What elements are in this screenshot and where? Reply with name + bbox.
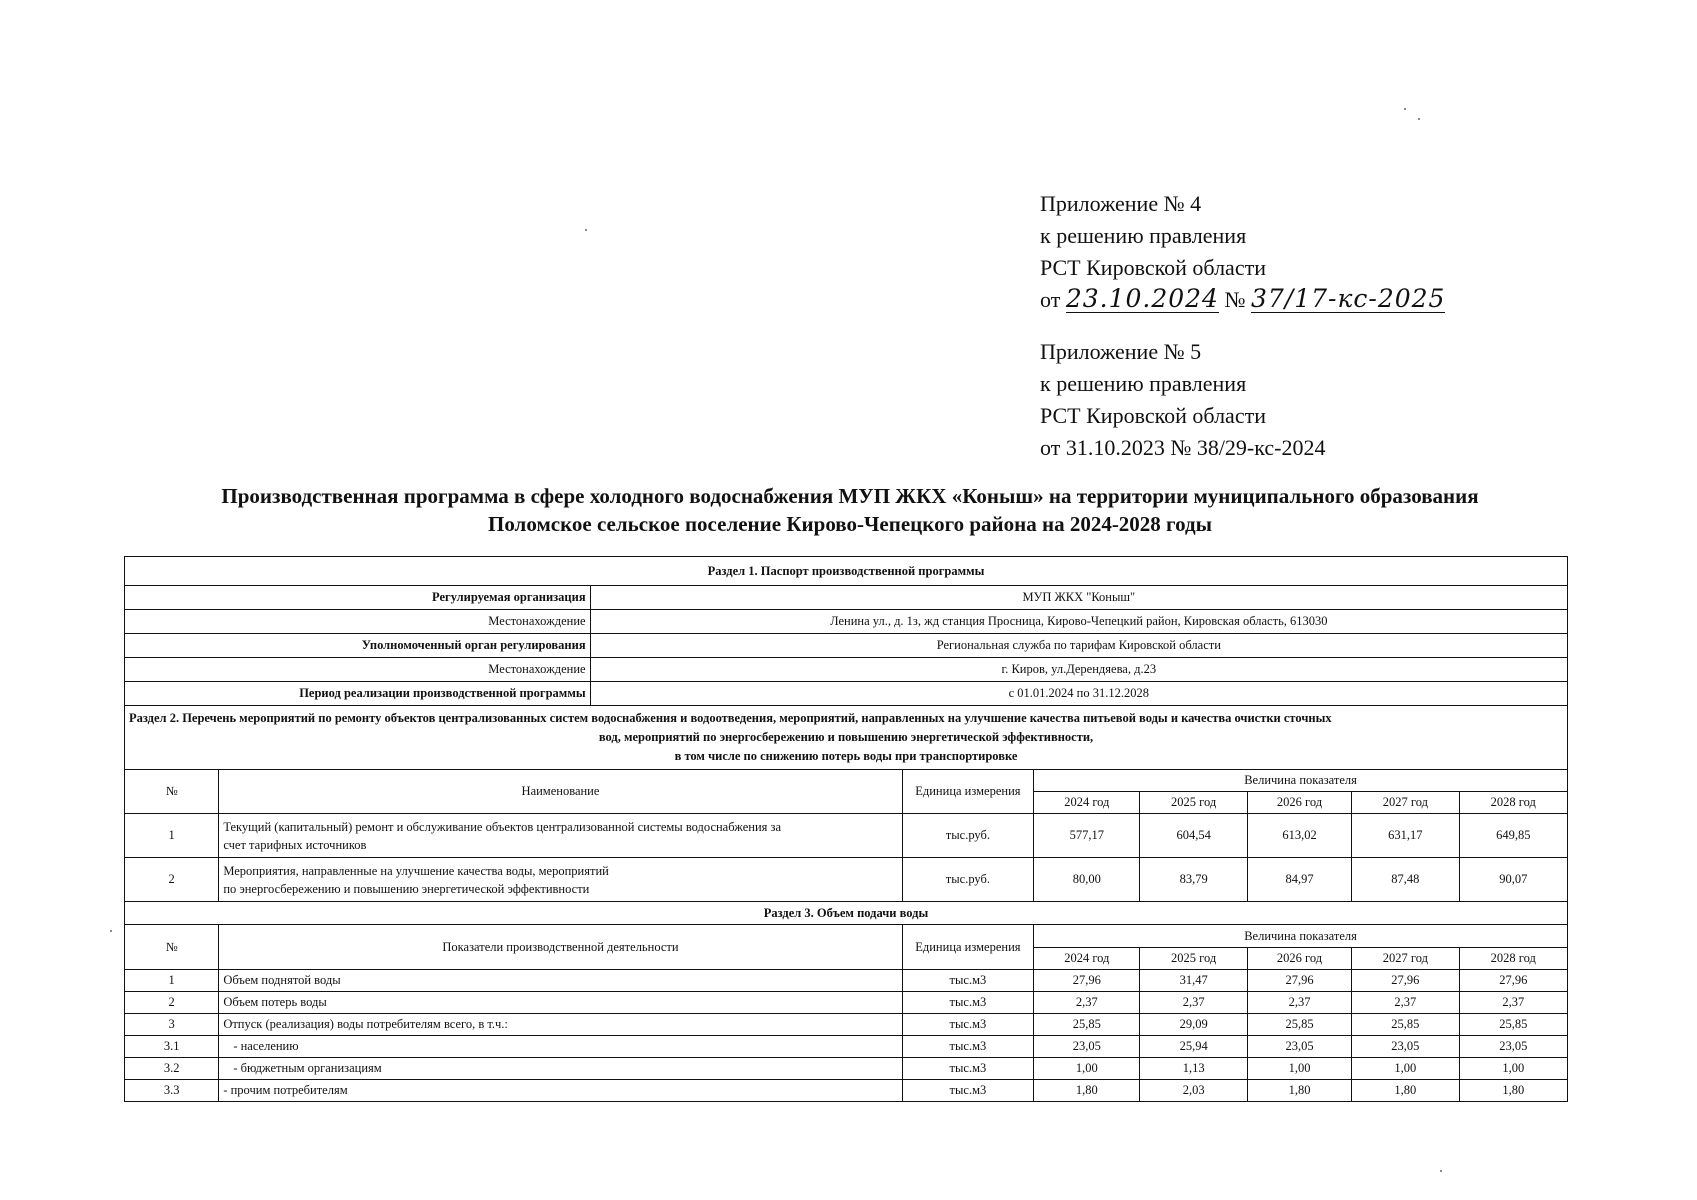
row-name: - населению: [219, 1036, 902, 1058]
passport-value: Региональная служба по тарифам Кировской области: [590, 634, 1567, 658]
title-line1: Производственная программа в сфере холодного водоснабжения МУП ЖКХ «Коныш» на территории муниципального образования: [221, 484, 1479, 508]
row-value: 2,37: [1140, 992, 1247, 1014]
table-row: [125, 1036, 1568, 1058]
col-unit-header: Единица измерения: [902, 925, 1033, 970]
passport-row: [125, 634, 1568, 658]
row-value: 1,80: [1459, 1080, 1567, 1102]
row-value: 1,00: [1352, 1058, 1459, 1080]
col-name-header: Показатели производственной деятельности: [219, 925, 902, 970]
scan-speck: [1418, 118, 1420, 120]
row-value: 1,13: [1140, 1058, 1247, 1080]
row-num: 3.3: [125, 1080, 219, 1102]
row-value: 631,17: [1352, 814, 1459, 858]
passport-label: Регулируемая организация: [125, 586, 591, 610]
section2-heading: [125, 706, 1568, 770]
row-value: 577,17: [1034, 814, 1140, 858]
table-row: [125, 814, 1568, 858]
scan-speck: [110, 930, 112, 932]
table-row: [125, 992, 1568, 1014]
row-value: 25,85: [1247, 1014, 1351, 1036]
row-num: 2: [125, 858, 219, 902]
row-value: 23,05: [1352, 1036, 1459, 1058]
row-value: 25,85: [1352, 1014, 1459, 1036]
appendix-header: [1040, 188, 1560, 464]
row-value: 1,00: [1034, 1058, 1140, 1080]
row-unit: тыс.м3: [902, 992, 1033, 1014]
row-value: 2,37: [1459, 992, 1567, 1014]
row-name-line1: Текущий (капитальный) ремонт и обслуживание объектов централизованной системы водоснабжения за: [223, 819, 782, 834]
row-unit: тыс.м3: [902, 1080, 1033, 1102]
row-num: 3.1: [125, 1036, 219, 1058]
appendix5-title: Приложение № 5: [1040, 339, 1202, 364]
row-name: - прочим потребителям: [219, 1080, 902, 1102]
passport-value: МУП ЖКХ "Коныш": [590, 586, 1567, 610]
row-name: - бюджетным организациям: [219, 1058, 902, 1080]
row-unit: тыс.м3: [902, 1014, 1033, 1036]
appendix4-title: Приложение № 4: [1040, 191, 1202, 216]
row-value: 613,02: [1247, 814, 1351, 858]
appendix4-line2: к решению правления: [1040, 223, 1247, 248]
title-line2: Поломское сельское поселение Кирово-Чепецкого района на 2024-2028 годы: [488, 512, 1212, 536]
appendix5-decision: от 31.10.2023 № 38/29-кс-2024: [1040, 435, 1326, 460]
row-value: 87,48: [1352, 858, 1459, 902]
col-num-header: №: [125, 770, 219, 814]
scan-speck: [1440, 1170, 1442, 1172]
year-header: 2028 год: [1459, 792, 1567, 814]
section1-heading-row: [125, 557, 1568, 586]
row-num: 2: [125, 992, 219, 1014]
row-value: 25,94: [1140, 1036, 1247, 1058]
row-value: 29,09: [1140, 1014, 1247, 1036]
col-unit-header: Единица измерения: [902, 770, 1033, 814]
appendix4-line3: РСТ Кировской области: [1040, 255, 1266, 280]
row-value: 31,47: [1140, 970, 1247, 992]
row-num: 1: [125, 970, 219, 992]
year-header: 2027 год: [1352, 792, 1459, 814]
year-header: 2024 год: [1034, 948, 1140, 970]
table-row: [125, 970, 1568, 992]
row-name: Объем потерь воды: [219, 992, 902, 1014]
year-header: 2026 год: [1247, 948, 1351, 970]
row-name: [219, 814, 902, 858]
table-row: [125, 1080, 1568, 1102]
scan-speck: [585, 229, 587, 231]
table-row: [125, 1058, 1568, 1080]
passport-label: Местонахождение: [125, 610, 591, 634]
row-name: Отпуск (реализация) воды потребителям всего, в т.ч.:: [219, 1014, 902, 1036]
passport-label: Уполномоченный орган регулирования: [125, 634, 591, 658]
row-num: 3.2: [125, 1058, 219, 1080]
row-value: 1,00: [1247, 1058, 1351, 1080]
year-header: 2025 год: [1140, 792, 1247, 814]
row-value: 1,00: [1459, 1058, 1567, 1080]
row-unit: тыс.м3: [902, 970, 1033, 992]
table-row: [125, 858, 1568, 902]
row-value: 80,00: [1034, 858, 1140, 902]
passport-value: Ленина ул., д. 1з, жд станция Просница, Кирово-Чепецкий район, Кировская область, 613030: [590, 610, 1567, 634]
row-unit: тыс.руб.: [902, 858, 1033, 902]
col-num-header: №: [125, 925, 219, 970]
production-program-table: [124, 556, 1568, 1102]
row-name: Объем поднятой воды: [219, 970, 902, 992]
scan-speck: [1404, 108, 1406, 110]
row-value: 27,96: [1352, 970, 1459, 992]
row-value: 2,37: [1034, 992, 1140, 1014]
passport-row: [125, 610, 1568, 634]
year-header: 2026 год: [1247, 792, 1351, 814]
row-value: 2,37: [1352, 992, 1459, 1014]
row-value: 604,54: [1140, 814, 1247, 858]
row-value: 649,85: [1459, 814, 1567, 858]
year-header: 2025 год: [1140, 948, 1247, 970]
row-value: 27,96: [1459, 970, 1567, 992]
year-header: 2028 год: [1459, 948, 1567, 970]
row-name-line2: счет тарифных источников: [223, 837, 367, 852]
appendix5-line2: к решению правления: [1040, 371, 1247, 396]
row-value: 23,05: [1459, 1036, 1567, 1058]
handwritten-number: 37/17-кс-2025: [1250, 284, 1446, 313]
passport-label: Местонахождение: [125, 658, 591, 682]
row-unit: тыс.м3: [902, 1058, 1033, 1080]
passport-row: [125, 586, 1568, 610]
row-num: 3: [125, 1014, 219, 1036]
row-value: 83,79: [1140, 858, 1247, 902]
section2-heading-row: [125, 706, 1568, 770]
row-unit: тыс.м3: [902, 1036, 1033, 1058]
col-value-header: Величина показателя: [1034, 770, 1568, 792]
table-row: [125, 1014, 1568, 1036]
row-unit: тыс.руб.: [902, 814, 1033, 858]
row-value: 90,07: [1459, 858, 1567, 902]
row-value: 1,80: [1247, 1080, 1351, 1102]
row-value: 25,85: [1034, 1014, 1140, 1036]
document-title: [120, 482, 1580, 538]
number-prefix: №: [1224, 287, 1246, 312]
section2-heading-line2: вод, мероприятий по энергосбережению и повышению энергетической эффективности,: [598, 730, 1094, 744]
row-name: [219, 858, 902, 902]
handwritten-date: 23.10.2024: [1065, 284, 1219, 313]
row-value: 2,03: [1140, 1080, 1247, 1102]
row-value: 23,05: [1247, 1036, 1351, 1058]
section2-heading-line1: Раздел 2. Перечень мероприятий по ремонту объектов централизованных систем водоснабжения и водоотведения, мероприятий, направленных на улучшение качества питьевой воды и качества очистки сточных: [129, 711, 1332, 725]
year-header: 2024 год: [1034, 792, 1140, 814]
passport-value: с 01.01.2024 по 31.12.2028: [590, 682, 1567, 706]
row-value: 27,96: [1247, 970, 1351, 992]
section2-heading-line3: в том числе по снижению потерь воды при транспортировке: [674, 749, 1018, 763]
row-value: 2,37: [1247, 992, 1351, 1014]
section3-heading-row: [125, 902, 1568, 925]
year-header: 2027 год: [1352, 948, 1459, 970]
row-name-line1: Мероприятия, направленные на улучшение качества воды, мероприятий: [223, 863, 609, 878]
passport-row: [125, 682, 1568, 706]
row-value: 27,96: [1034, 970, 1140, 992]
section1-heading: Раздел 1. Паспорт производственной программы: [125, 557, 1568, 586]
date-prefix: от: [1040, 287, 1061, 312]
passport-row: [125, 658, 1568, 682]
section3-heading: Раздел 3. Объем подачи воды: [125, 902, 1568, 925]
row-num: 1: [125, 814, 219, 858]
passport-label: Период реализации производственной программы: [125, 682, 591, 706]
appendix5-line3: РСТ Кировской области: [1040, 403, 1266, 428]
row-name-line2: по энергосбережению и повышению энергетической эффективности: [223, 881, 590, 896]
row-value: 23,05: [1034, 1036, 1140, 1058]
row-value: 84,97: [1247, 858, 1351, 902]
appendix4-decision: [1040, 284, 1560, 316]
row-value: 1,80: [1034, 1080, 1140, 1102]
section2-header-row: [125, 770, 1568, 792]
row-value: 1,80: [1352, 1080, 1459, 1102]
row-value: 25,85: [1459, 1014, 1567, 1036]
col-name-header: Наименование: [219, 770, 902, 814]
passport-value: г. Киров, ул.Дерендяева, д.23: [590, 658, 1567, 682]
col-value-header: Величина показателя: [1034, 925, 1568, 948]
section3-header-row: [125, 925, 1568, 948]
